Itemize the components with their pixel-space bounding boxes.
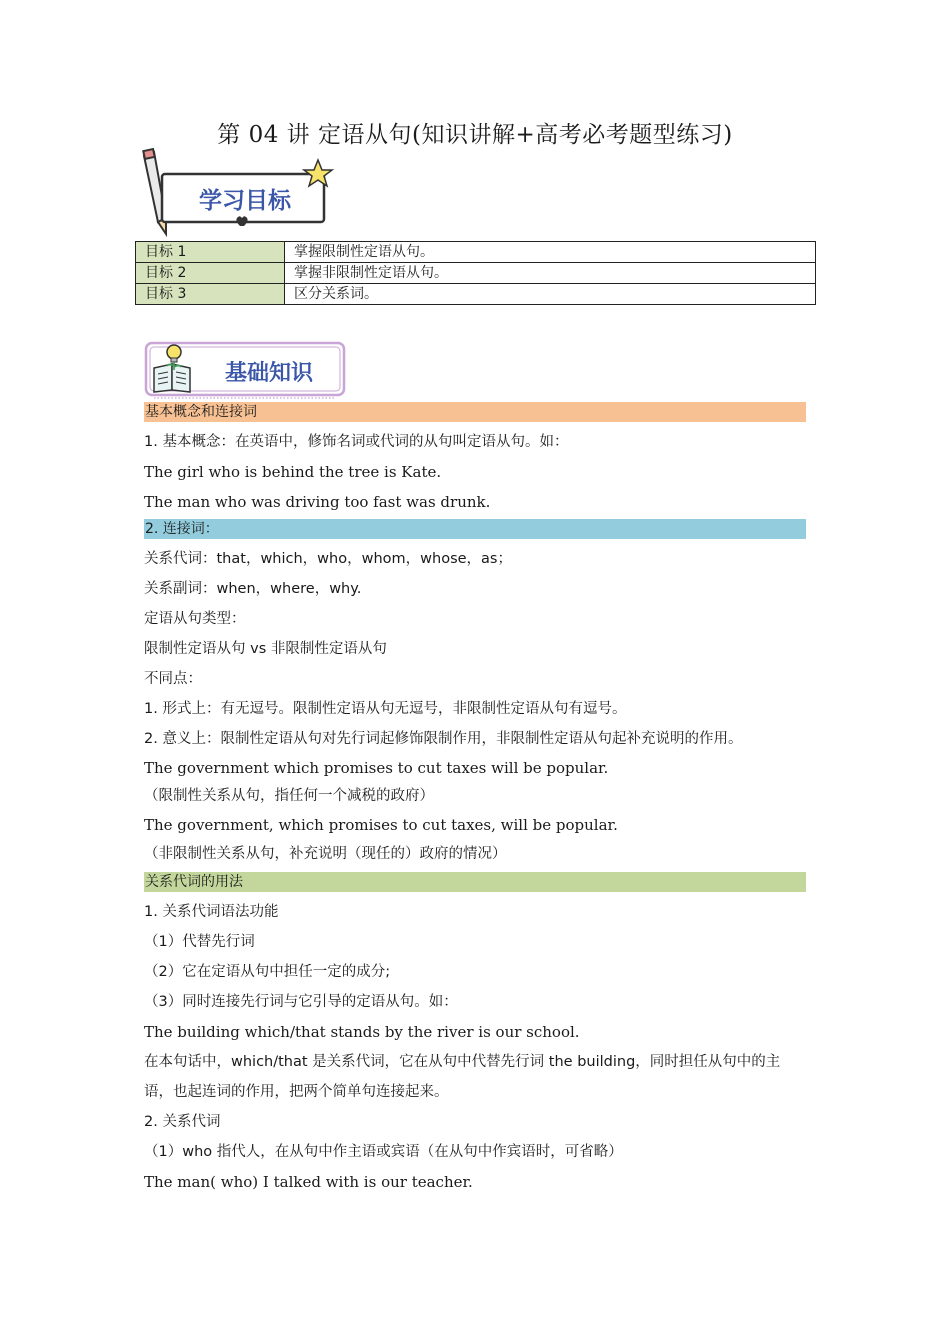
paragraph: 在本句话中，which/that 是关系代词，它在从句中代替先行词 the building，同时担任从句中的主语，也起连词的作用，把两个简单句连接起来。 bbox=[144, 1054, 781, 1100]
paragraph: （1）who 指代人，在从句中作主语或宾语（在从句中作宾语时，可省略） bbox=[144, 1144, 623, 1160]
goal-key: 目标 1 bbox=[136, 242, 285, 263]
goal-text: 掌握限制性定语从句。 bbox=[285, 242, 816, 263]
section-heading-basics: 基本概念和连接词 bbox=[144, 402, 806, 422]
paragraph: 1. 关系代词语法功能 bbox=[144, 904, 279, 920]
paragraph: （非限制性关系从句，补充说明（现任的）政府的情况） bbox=[144, 846, 507, 862]
paragraph: （1）代替先行词 bbox=[144, 934, 255, 950]
goal-key: 目标 2 bbox=[136, 263, 285, 284]
goal-text: 掌握非限制性定语从句。 bbox=[285, 263, 816, 284]
page-title: 第 04 讲 定语从句(知识讲解+高考必考题型练习) bbox=[217, 122, 733, 148]
paragraph: （限制性关系从句，指任何一个减税的政府） bbox=[144, 788, 434, 804]
example-sentence: The government, which promises to cut taxes, will be popular. bbox=[144, 816, 618, 834]
knowledge-banner-text: 基础知识 bbox=[224, 361, 314, 386]
book-icon bbox=[154, 364, 190, 392]
goals-table bbox=[135, 241, 816, 305]
paragraph: 关系代词：that，which，who，whom，whose，as； bbox=[144, 551, 512, 567]
goals-banner bbox=[140, 148, 335, 238]
table-row bbox=[136, 263, 816, 284]
example-sentence: The girl who is behind the tree is Kate. bbox=[144, 463, 442, 481]
paragraph: 1. 基本概念：在英语中，修饰名词或代词的从句叫定语从句。如： bbox=[144, 434, 569, 450]
paragraph: 2. 意义上：限制性定语从句对先行词起修饰限制作用，非限制性定语从句起补充说明的作用。 bbox=[144, 731, 743, 747]
paragraph: 限制性定语从句 vs 非限制性定语从句 bbox=[144, 641, 387, 657]
example-sentence: The building which/that stands by the river is our school. bbox=[144, 1023, 580, 1041]
paragraph: 定语从句类型： bbox=[144, 611, 246, 627]
example-sentence: The man who was driving too fast was drunk. bbox=[144, 493, 491, 511]
goal-text: 区分关系词。 bbox=[285, 284, 816, 305]
content-body bbox=[144, 402, 806, 1197]
paragraph: 不同点： bbox=[144, 671, 202, 687]
example-sentence: The government which promises to cut taxes will be popular. bbox=[144, 759, 609, 777]
paragraph: （3）同时连接先行词与它引导的定语从句。如： bbox=[144, 994, 458, 1010]
goal-key: 目标 3 bbox=[136, 284, 285, 305]
knowledge-banner bbox=[144, 340, 348, 402]
paragraph: 2. 关系代词 bbox=[144, 1114, 221, 1130]
goals-banner-text: 学习目标 bbox=[199, 188, 291, 214]
paragraph: 1. 形式上：有无逗号。限制性定语从句无逗号，非限制性定语从句有逗号。 bbox=[144, 701, 627, 717]
section-heading-connectives: 2. 连接词： bbox=[144, 519, 806, 539]
example-sentence: The man( who) I talked with is our teacher. bbox=[144, 1173, 473, 1191]
table-row bbox=[136, 242, 816, 263]
section-heading-pronouns: 关系代词的用法 bbox=[144, 872, 806, 892]
paragraph: 关系副词：when，where，why. bbox=[144, 581, 362, 597]
paragraph: （2）它在定语从句中担任一定的成分; bbox=[144, 964, 391, 980]
table-row bbox=[136, 284, 816, 305]
